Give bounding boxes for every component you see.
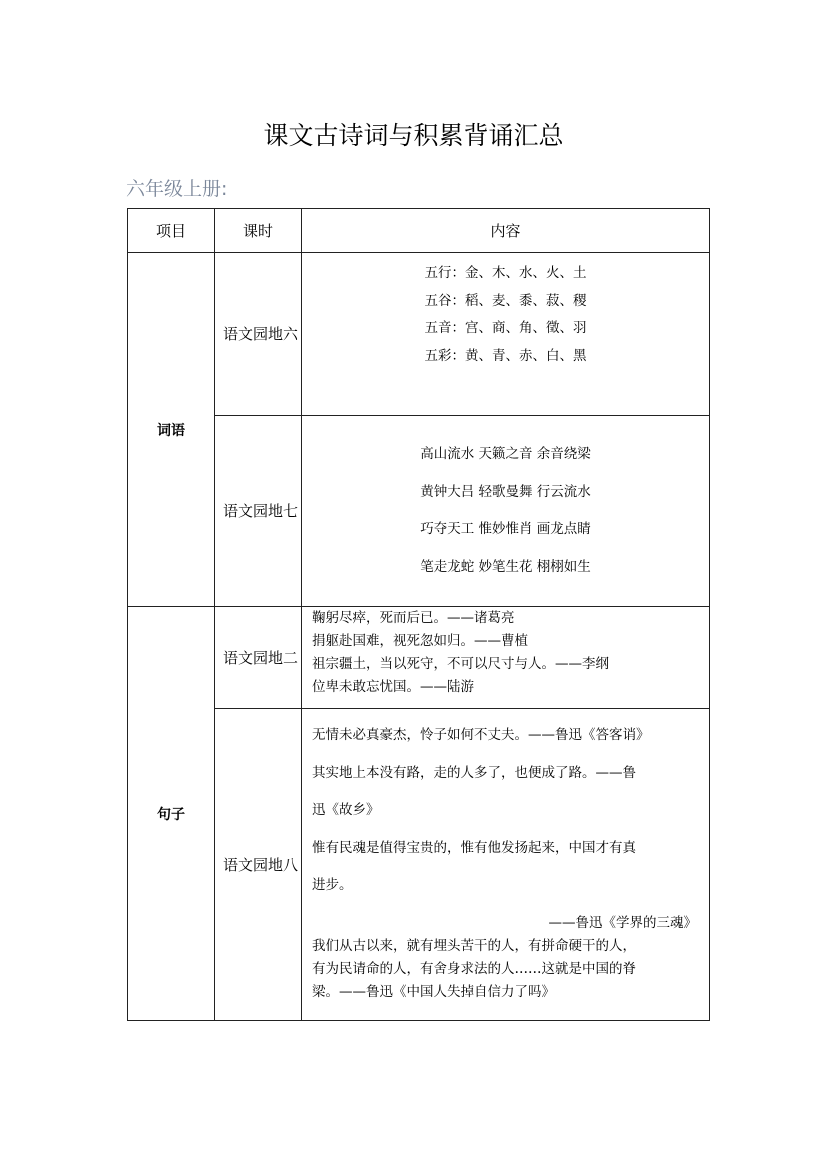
lesson-cell: 语文园地七 bbox=[215, 416, 302, 607]
content-cell bbox=[302, 253, 710, 416]
content-line: 五音：宫、商、角、徵、羽 bbox=[424, 320, 587, 336]
table-row bbox=[128, 253, 710, 416]
content-line: 进步。 bbox=[312, 877, 353, 893]
content-cell bbox=[302, 709, 710, 1021]
header-item: 项目 bbox=[128, 209, 215, 253]
content-line: 五谷：稻、麦、黍、菽、稷 bbox=[424, 292, 587, 309]
content-line: 我们从古以来，就有埋头苦干的人，有拼命硬干的人， bbox=[312, 937, 636, 954]
section-heading: 六年级上册: bbox=[126, 178, 228, 200]
content-line: 迅《故乡》 bbox=[312, 802, 380, 818]
category-juzi: 句子 bbox=[128, 607, 215, 1021]
content-line: 黄钟大吕 轻歌曼舞 行云流水 bbox=[420, 483, 591, 500]
content-line: 其实地上本没有路，走的人多了，也便成了路。——鲁 bbox=[312, 764, 636, 781]
attribution: ——鲁迅《学界的三魂》 bbox=[548, 914, 697, 931]
summary-table bbox=[127, 208, 710, 1021]
content-line: 无情未必真豪杰，怜子如何不丈夫。——鲁迅《答客诮》 bbox=[312, 727, 650, 743]
table-row bbox=[128, 607, 710, 709]
content-line: 梁。——鲁迅《中国人失掉自信力了吗》 bbox=[312, 983, 555, 1000]
content-line: 五行：金、木、水、火、土 bbox=[424, 265, 587, 281]
content-line: 鞠躬尽瘁，死而后已。——诸葛亮 bbox=[312, 610, 515, 626]
lesson-cell: 语文园地八 bbox=[215, 709, 302, 1021]
content-cell bbox=[302, 607, 710, 709]
lesson-cell: 语文园地二 bbox=[215, 607, 302, 709]
page-title: 课文古诗词与积累背诵汇总 bbox=[263, 121, 564, 150]
content-line: 高山流水 天籁之音 余音绕梁 bbox=[420, 446, 591, 462]
table-row bbox=[128, 416, 710, 607]
content-line: 捐躯赴国难，视死忽如归。——曹植 bbox=[312, 633, 528, 649]
header-lesson: 课时 bbox=[215, 209, 302, 253]
content-line: 五彩：黄、青、赤、白、黑 bbox=[424, 347, 587, 364]
header-content: 内容 bbox=[302, 209, 710, 253]
category-ciyu: 词语 bbox=[128, 253, 215, 607]
content-line: 惟有民魂是值得宝贵的，惟有他发扬起来，中国才有真 bbox=[312, 839, 636, 856]
content-line: 巧夺天工 惟妙惟肖 画龙点睛 bbox=[420, 521, 591, 537]
content-line: 祖宗疆土，当以死守，不可以尺寸与人。——李纲 bbox=[312, 656, 609, 672]
table-header-row bbox=[128, 209, 710, 253]
lesson-cell: 语文园地六 bbox=[215, 253, 302, 416]
content-line: 位卑未敢忘忧国。——陆游 bbox=[312, 679, 474, 695]
content-line: 笔走龙蛇 妙笔生花 栩栩如生 bbox=[420, 558, 591, 575]
content-cell bbox=[302, 416, 710, 607]
content-line: 有为民请命的人，有舍身求法的人……这就是中国的脊 bbox=[312, 960, 636, 977]
table-row bbox=[128, 709, 710, 1021]
